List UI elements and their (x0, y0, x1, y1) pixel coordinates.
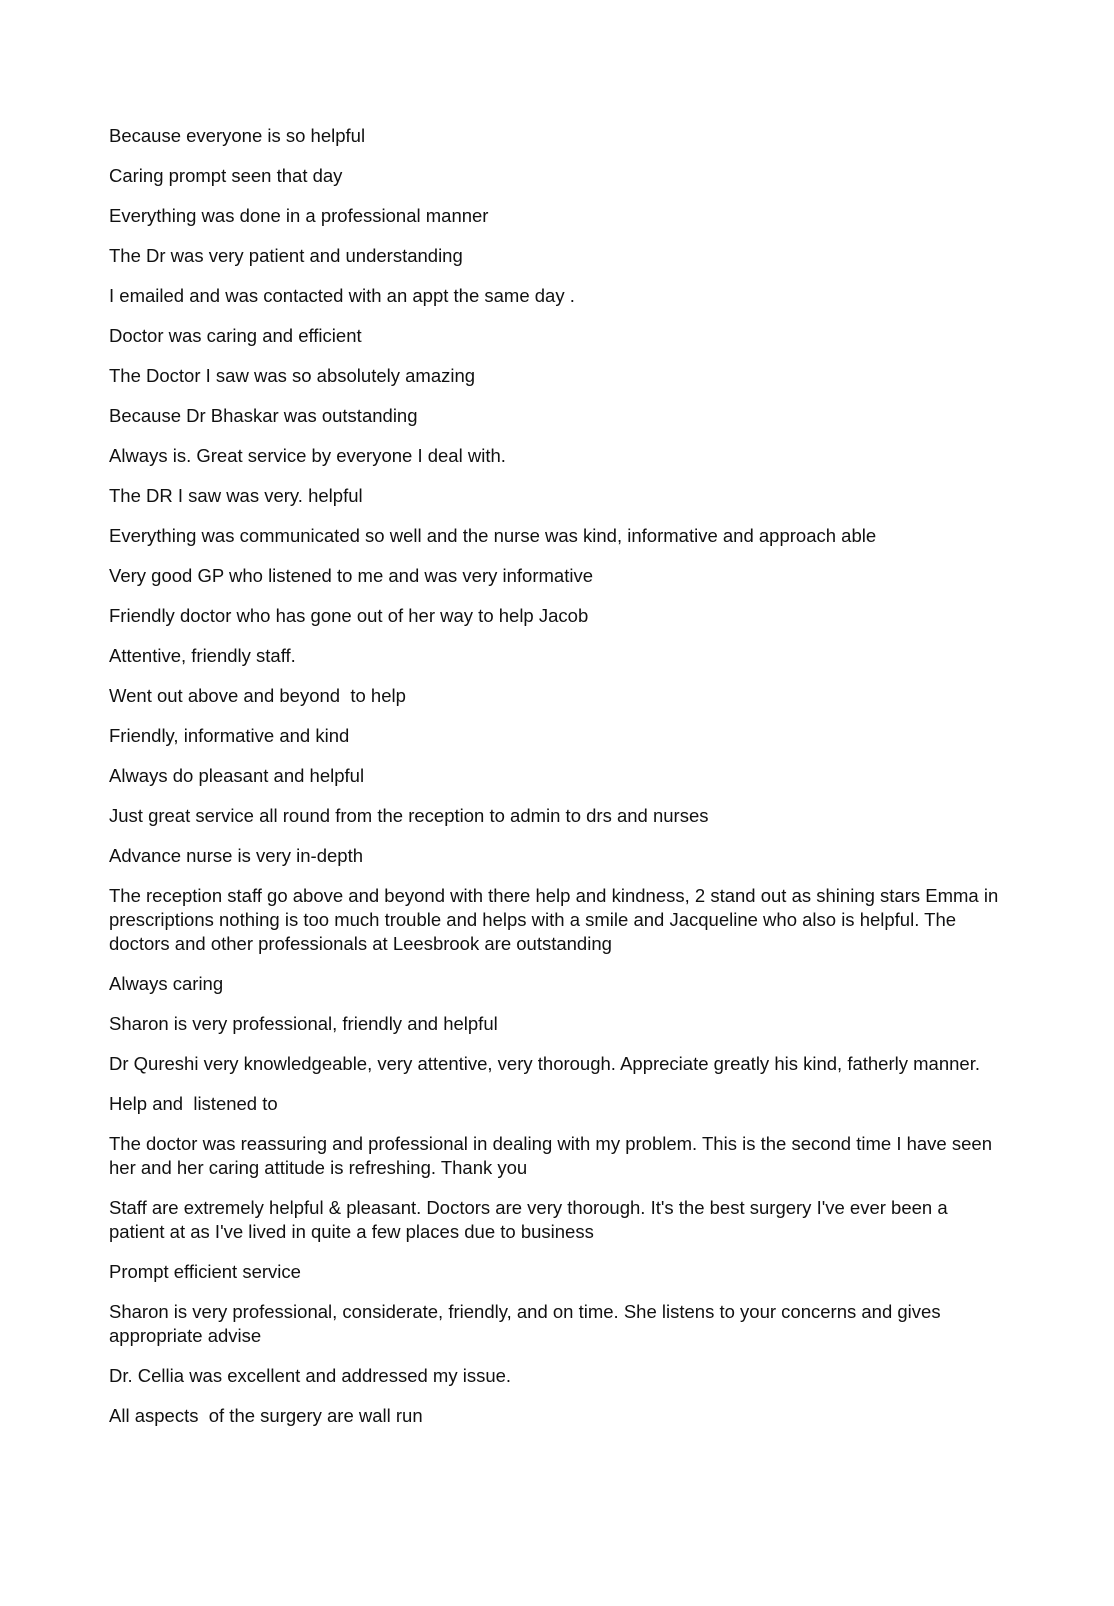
feedback-comment: Sharon is very professional, considerate, friendly, and on time. She listens to your concerns and gives appropriate advise (109, 1301, 946, 1346)
feedback-comment: The doctor was reassuring and professional in dealing with my problem. This is the second time I have seen her and her caring attitude is refreshing. Thank you (109, 1133, 998, 1178)
feedback-comment: Advance nurse is very in-depth (109, 845, 363, 866)
feedback-comment: Always caring (109, 973, 224, 994)
feedback-comment: Help and listened to (109, 1093, 278, 1114)
feedback-comment: Always is. Great service by everyone I deal with. (109, 445, 506, 466)
feedback-comment: Everything was done in a professional manner (109, 205, 489, 226)
feedback-comment: Prompt efficient service (109, 1261, 301, 1282)
feedback-comment: The DR I saw was very. helpful (109, 485, 363, 506)
feedback-comment: I emailed and was contacted with an appt the same day . (109, 285, 575, 306)
feedback-comment: Doctor was caring and efficient (109, 325, 362, 346)
feedback-comment: Sharon is very professional, friendly and helpful (109, 1013, 498, 1034)
feedback-comment: Because Dr Bhaskar was outstanding (109, 405, 418, 426)
feedback-comment: Always do pleasant and helpful (109, 765, 365, 786)
feedback-comment: Very good GP who listened to me and was very informative (109, 565, 593, 586)
feedback-comment: Friendly doctor who has gone out of her way to help Jacob (109, 605, 589, 626)
feedback-comment-list (109, 124, 1004, 1444)
feedback-comment: The Dr was very patient and understanding (109, 245, 463, 266)
feedback-comment: Because everyone is so helpful (109, 125, 366, 146)
feedback-comment: Everything was communicated so well and the nurse was kind, informative and approach able (109, 525, 877, 546)
feedback-comment: All aspects of the surgery are wall run (109, 1405, 423, 1426)
feedback-comment: Went out above and beyond to help (109, 685, 406, 706)
feedback-comment: Staff are extremely helpful & pleasant. Doctors are very thorough. It's the best surgery I've ever been a patient at as I've lived in quite a few places due to business (109, 1197, 953, 1242)
feedback-comment: Attentive, friendly staff. (109, 645, 296, 666)
feedback-comment: Dr Qureshi very knowledgeable, very attentive, very thorough. Appreciate greatly his kind, fatherly manner. (109, 1053, 980, 1074)
feedback-comment: Just great service all round from the reception to admin to drs and nurses (109, 805, 709, 826)
feedback-comment: Dr. Cellia was excellent and addressed my issue. (109, 1365, 512, 1386)
feedback-comment: The Doctor I saw was so absolutely amazing (109, 365, 476, 386)
feedback-comment: The reception staff go above and beyond with there help and kindness, 2 stand out as shining stars Emma in prescriptions nothing is too much trouble and helps with a smile and Jacqueline who also is helpful. The doctors and other professionals at Leesbrook are outstanding (109, 885, 1004, 954)
feedback-comment: Caring prompt seen that day (109, 165, 343, 186)
feedback-comment: Friendly, informative and kind (109, 725, 350, 746)
